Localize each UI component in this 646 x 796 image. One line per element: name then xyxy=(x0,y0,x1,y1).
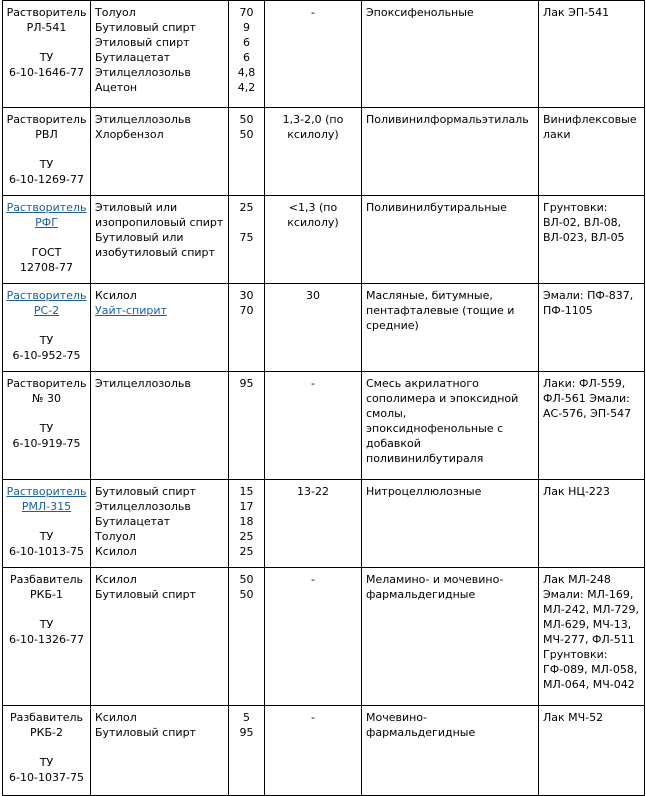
solvent-name-line: РМЛ-315 xyxy=(21,500,72,513)
component-name: Бутиловый спирт xyxy=(95,726,196,739)
table-row xyxy=(3,706,645,796)
solvent-name-line: Разбавитель xyxy=(9,573,84,586)
standard-line: 6-10-1269-77 xyxy=(9,173,84,186)
film-former-cell xyxy=(362,372,539,480)
amounts-cell xyxy=(229,1,265,108)
spacer xyxy=(5,142,88,157)
component-amount: 25 xyxy=(239,201,254,214)
components-cell xyxy=(91,372,229,480)
solvent-name-link[interactable] xyxy=(5,288,88,318)
viscosity-value: - xyxy=(311,377,315,390)
solvent-name-cell xyxy=(3,196,91,284)
component-name: Бутилацетат xyxy=(95,51,171,64)
solvent-name-line: РФГ xyxy=(35,216,58,229)
film-former-cell xyxy=(362,1,539,108)
spacer xyxy=(5,230,88,245)
components-cell xyxy=(91,108,229,196)
component-name: Бутиловый спирт xyxy=(95,485,196,498)
materials-text: Лак МЧ-52 xyxy=(543,711,604,724)
solvent-name-link[interactable] xyxy=(5,200,88,230)
spacer xyxy=(5,35,88,50)
component-amount: 50 xyxy=(239,588,254,601)
materials-cell xyxy=(539,108,645,196)
amounts-cell xyxy=(229,706,265,796)
spacer xyxy=(5,740,88,755)
solvent-name-cell xyxy=(3,568,91,706)
solvent-name-line: Растворитель xyxy=(6,377,87,390)
solvent-name-line: Растворитель xyxy=(6,485,87,498)
viscosity-cell xyxy=(265,568,362,706)
table-row xyxy=(3,372,645,480)
component-name: Толуол xyxy=(95,6,136,19)
component-amount: 95 xyxy=(239,726,254,739)
component-amount: 4,2 xyxy=(237,81,256,94)
components-cell xyxy=(91,196,229,284)
table-row xyxy=(3,196,645,284)
table-row xyxy=(3,568,645,706)
film-former-text: Эпоксифенольные xyxy=(366,6,474,19)
solvent-name-line: Растворитель xyxy=(6,113,87,126)
component-amount: 25 xyxy=(239,545,254,558)
standard-line: ТУ xyxy=(39,422,54,435)
component-amount: 17 xyxy=(239,500,254,513)
component-amount: 50 xyxy=(239,113,254,126)
film-former-text: Поливинилформальэтилаль xyxy=(366,113,529,126)
viscosity-value: - xyxy=(311,573,315,586)
amounts-cell xyxy=(229,372,265,480)
component-name: Ксилол xyxy=(95,545,137,558)
table-row xyxy=(3,284,645,372)
table-row xyxy=(3,108,645,196)
components-cell xyxy=(91,284,229,372)
materials-text: Эмали: ПФ-837, ПФ-1105 xyxy=(543,289,634,317)
solvent-name-line: Растворитель xyxy=(6,289,87,302)
standard-line: 6-10-1037-75 xyxy=(9,771,84,784)
viscosity-cell xyxy=(265,108,362,196)
spacer xyxy=(5,602,88,617)
standard-line: 6-10-952-75 xyxy=(12,349,81,362)
component-amount: 75 xyxy=(239,231,254,244)
spacer xyxy=(5,318,88,333)
viscosity-cell xyxy=(265,196,362,284)
component-amount: 50 xyxy=(239,128,254,141)
table-body xyxy=(3,1,645,796)
component-name: Этилцеллозольв xyxy=(95,500,191,513)
standard-line: 6-10-919-75 xyxy=(12,437,81,450)
materials-cell xyxy=(539,568,645,706)
spacer xyxy=(5,406,88,421)
component-name: Бутиловый спирт xyxy=(95,588,196,601)
solvent-name-cell xyxy=(3,284,91,372)
materials-cell xyxy=(539,372,645,480)
viscosity-cell xyxy=(265,284,362,372)
component-name: Толуол xyxy=(95,530,136,543)
materials-text: Лак МЛ-248 Эмали: МЛ-169, МЛ-242, МЛ-729, МЛ-629, МЧ-13, МЧ-277, ФЛ-511 Грунтовки: ГФ-089, МЛ-058, МЛ-064, МЧ-042 xyxy=(543,573,639,691)
film-former-cell xyxy=(362,480,539,568)
standard-line: ТУ xyxy=(39,158,54,171)
solvent-name-line: РС-2 xyxy=(33,304,60,317)
viscosity-cell xyxy=(265,372,362,480)
solvent-name-line: РВЛ xyxy=(35,128,58,141)
spacer xyxy=(5,514,88,529)
solvent-name xyxy=(5,710,88,740)
component-amount: 70 xyxy=(239,304,254,317)
materials-cell xyxy=(539,480,645,568)
materials-text: Лаки: ФЛ-559, ФЛ-561 Эмали: АС-576, ЭП-547 xyxy=(543,377,632,420)
film-former-text: Поливинилбутиральные xyxy=(366,201,507,214)
component-name: Бутиловый спирт xyxy=(95,21,196,34)
standard-line: ТУ xyxy=(39,756,54,769)
materials-text: Грунтовки: ВЛ-02, ВЛ-08, ВЛ-023, ВЛ-05 xyxy=(543,201,625,244)
film-former-text: Меламино- и мочевино-фармальдегидные xyxy=(366,573,504,601)
film-former-text: Мочевино-фармальдегидные xyxy=(366,711,476,739)
solvent-name-cell xyxy=(3,480,91,568)
solvent-name xyxy=(5,112,88,142)
amounts-cell xyxy=(229,284,265,372)
standard-line: ТУ xyxy=(39,51,54,64)
materials-text: Лак НЦ-223 xyxy=(543,485,610,498)
materials-cell xyxy=(539,706,645,796)
viscosity-value: <1,3 (по ксилолу) xyxy=(287,201,339,229)
standard-line: ТУ xyxy=(39,334,54,347)
standard-line: ГОСТ xyxy=(31,246,62,259)
solvent-name-line: Разбавитель xyxy=(9,711,84,724)
component-amount: 95 xyxy=(239,377,254,390)
solvent-name-cell xyxy=(3,372,91,480)
materials-cell xyxy=(539,284,645,372)
component-amount: 30 xyxy=(239,289,254,302)
materials-cell xyxy=(539,196,645,284)
component-amount: 6 xyxy=(243,36,250,49)
table-row xyxy=(3,1,645,108)
component-name: Этилцеллозольв xyxy=(95,377,191,390)
component-name: Этиловый или изопропиловый спирт xyxy=(95,201,224,229)
component-amount: 9 xyxy=(243,21,250,34)
film-former-text: Нитроцеллюлозные xyxy=(366,485,482,498)
standard-line: ТУ xyxy=(39,618,54,631)
standard-line: 6-10-1326-77 xyxy=(9,633,84,646)
solvent-name-cell xyxy=(3,706,91,796)
component-amount: 50 xyxy=(239,573,254,586)
standard-line: 12708-77 xyxy=(20,261,73,274)
materials-text: Лак ЭП-541 xyxy=(543,6,610,19)
solvent-name-line: РКБ-2 xyxy=(30,726,63,739)
solvent-name-link[interactable] xyxy=(5,484,88,514)
amounts-cell xyxy=(229,196,265,284)
film-former-cell xyxy=(362,706,539,796)
viscosity-value: 1,3-2,0 (по ксилолу) xyxy=(282,113,344,141)
viscosity-value: 13-22 xyxy=(297,485,329,498)
solvent-name-cell xyxy=(3,1,91,108)
amounts-cell xyxy=(229,568,265,706)
component-amount: 5 xyxy=(243,711,250,724)
viscosity-cell xyxy=(265,1,362,108)
components-cell xyxy=(91,480,229,568)
materials-text: Винифлексовые лаки xyxy=(543,113,637,141)
component-name: Хлорбензол xyxy=(95,128,164,141)
component-amount: 4,8 xyxy=(237,66,256,79)
component-amount: 70 xyxy=(239,6,254,19)
components-cell xyxy=(91,706,229,796)
component-name: Бутилацетат xyxy=(95,515,171,528)
component-link[interactable]: Уайт-спирит xyxy=(95,304,167,317)
component-name: Ацетон xyxy=(95,81,138,94)
component-amount: 15 xyxy=(239,485,254,498)
film-former-text: Смесь акрилатного сополимера и эпоксидной смолы, эпоксиднофенольные с добавкой поливинилбутираля xyxy=(366,377,519,465)
components-cell xyxy=(91,568,229,706)
amounts-cell xyxy=(229,480,265,568)
solvent-name-line: № 30 xyxy=(32,392,61,405)
solvent-name xyxy=(5,572,88,602)
standard-line: ТУ xyxy=(39,530,54,543)
component-name: Ксилол xyxy=(95,573,137,586)
solvent-name-line: Растворитель xyxy=(6,201,87,214)
table-row xyxy=(3,480,645,568)
film-former-cell xyxy=(362,108,539,196)
film-former-cell xyxy=(362,284,539,372)
materials-cell xyxy=(539,1,645,108)
solvent-name-line: РЛ-541 xyxy=(26,21,67,34)
component-amount xyxy=(231,215,262,230)
component-amount: 25 xyxy=(239,530,254,543)
solvent-name-line: РКБ-1 xyxy=(30,588,63,601)
solvent-name-line: Растворитель xyxy=(6,6,87,19)
solvent-name-cell xyxy=(3,108,91,196)
component-name: Бутиловый или изобутиловый спирт xyxy=(95,231,215,259)
solvent-name xyxy=(5,376,88,406)
film-former-text: Масляные, битумные, пентафталевые (тощие и средние) xyxy=(366,289,515,332)
viscosity-value: - xyxy=(311,6,315,19)
standard-line: 6-10-1646-77 xyxy=(9,66,84,79)
viscosity-value: - xyxy=(311,711,315,724)
component-amount: 6 xyxy=(243,51,250,64)
film-former-cell xyxy=(362,196,539,284)
amounts-cell xyxy=(229,108,265,196)
component-name: Ксилол xyxy=(95,289,137,302)
viscosity-value: 30 xyxy=(306,289,320,302)
standard-line: 6-10-1013-75 xyxy=(9,545,84,558)
component-name: Этилцеллозольв xyxy=(95,113,191,126)
component-name: Этиловый спирт xyxy=(95,36,190,49)
film-former-cell xyxy=(362,568,539,706)
viscosity-cell xyxy=(265,706,362,796)
solvent-name xyxy=(5,5,88,35)
components-cell xyxy=(91,1,229,108)
component-name: Этилцеллозольв xyxy=(95,66,191,79)
solvents-table xyxy=(2,0,645,796)
component-name: Ксилол xyxy=(95,711,137,724)
viscosity-cell xyxy=(265,480,362,568)
component-amount: 18 xyxy=(239,515,254,528)
